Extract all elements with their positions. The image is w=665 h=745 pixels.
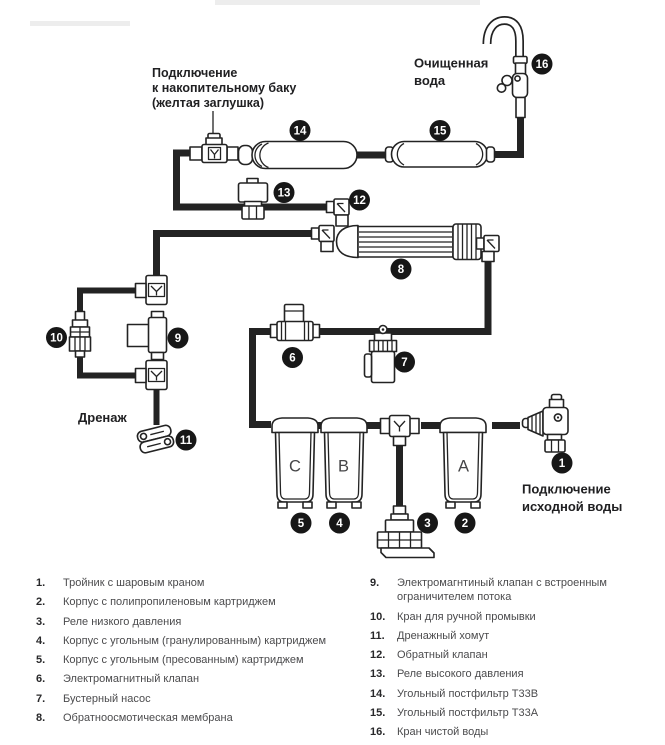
housing-a-letter: A — [457, 457, 470, 476]
legend-text: Электромагнитный клапан — [63, 673, 200, 686]
legend-num: 15. — [370, 707, 386, 720]
legend-num: 2. — [36, 596, 46, 609]
legend-num: 14. — [370, 687, 386, 700]
faucet-screw — [515, 76, 520, 81]
legend-num: 3. — [36, 615, 46, 628]
badge-4 — [329, 513, 350, 534]
legend-text: Угольный постфильтр Т33В — [397, 687, 539, 700]
legend-item-10 — [370, 610, 650, 624]
legend-text: Бустерный насос — [63, 692, 151, 705]
badge-9 — [168, 328, 189, 349]
svg-text:14: 14 — [293, 125, 307, 138]
badge-1 — [552, 453, 573, 474]
legend-num: 12. — [370, 649, 386, 662]
svg-text:16: 16 — [535, 59, 549, 71]
badge-5 — [291, 513, 312, 534]
faucet-handle-knob-2 — [497, 84, 505, 92]
legend-item-16 — [370, 725, 650, 739]
ro-membrane — [337, 224, 482, 260]
legend-item-11 — [370, 629, 650, 643]
legend-num: 4. — [36, 634, 46, 647]
postfilter-t33b — [239, 142, 358, 169]
legend-num: 13. — [370, 668, 386, 681]
housing-c-letter: C — [289, 457, 301, 476]
housing-b-letter: B — [337, 457, 350, 476]
solenoid-valve — [271, 305, 320, 341]
feed-water-label-line1: Подключение — [522, 481, 611, 497]
legend-text: Дренажный хомут — [397, 629, 490, 642]
manual-flush-valve — [70, 312, 91, 358]
badge-11 — [176, 430, 197, 451]
svg-text:5: 5 — [297, 518, 305, 530]
tube-bypass-bottom — [80, 352, 141, 376]
high-pressure-relay — [239, 179, 268, 220]
badge-3 — [417, 513, 438, 534]
feed-water-label-line2: исходной воды — [522, 499, 623, 514]
membrane-inlet-fitting — [312, 226, 335, 252]
legend-item-5 — [36, 653, 370, 667]
postfilter-t33a — [386, 142, 495, 168]
svg-text:4: 4 — [336, 518, 343, 530]
faucet-upper-pipe — [516, 63, 526, 74]
legend-item-8 — [36, 711, 370, 725]
legend-item-2 — [36, 595, 370, 609]
badge-15 — [430, 120, 451, 141]
legend-item-4 — [36, 634, 370, 648]
legend-text: Обратноосмотическая мембрана — [63, 712, 233, 725]
svg-text:13: 13 — [277, 187, 291, 200]
legend-item-3 — [36, 615, 370, 629]
drain-label: Дренаж — [78, 410, 127, 425]
faucet-lower-pipe — [516, 98, 525, 118]
legend-item-13 — [370, 667, 650, 681]
tank-connection-label-line1: Подключение — [152, 66, 238, 80]
legend-num: 8. — [36, 712, 46, 725]
legend-text: Корпус с угольным (пресованным) картриджем — [63, 654, 304, 667]
badge-16 — [532, 54, 553, 75]
legend-column-right — [370, 576, 650, 745]
badge-2 — [455, 513, 476, 534]
badge-14 — [290, 120, 311, 141]
svg-text:1: 1 — [558, 458, 566, 470]
check-valve — [327, 199, 350, 226]
svg-text:15: 15 — [433, 125, 447, 138]
legend-text: Тройник с шаровым краном — [63, 577, 205, 589]
svg-text:8: 8 — [397, 264, 405, 276]
legend-item-12 — [370, 648, 650, 662]
legend-num: 5. — [36, 654, 46, 667]
badge-12 — [349, 190, 370, 211]
badge-7 — [394, 352, 415, 373]
legend-text: Угольный постфильтр Т33А — [397, 707, 539, 720]
svg-text:2: 2 — [461, 518, 469, 530]
legend-text: Реле высокого давления — [397, 668, 524, 681]
solenoid-9-coil — [128, 325, 150, 347]
feed-adapter — [523, 395, 569, 453]
legend-text: Кран для ручной промывки — [397, 610, 536, 623]
legend-num: 10. — [370, 610, 386, 623]
solenoid-9-body — [149, 318, 167, 353]
legend-item-15 — [370, 706, 650, 720]
legend-num: 9. — [370, 577, 380, 589]
legend-column-left — [36, 576, 370, 745]
housing-c — [272, 418, 318, 508]
tube-membrane-to-flush-valve — [157, 234, 314, 278]
badge-8 — [391, 259, 412, 280]
legend-text: Обратный клапан — [397, 649, 488, 662]
faint-smudge-artifact — [30, 21, 130, 26]
svg-text:3: 3 — [424, 518, 431, 530]
svg-text:12: 12 — [353, 195, 366, 207]
legend-text: Реле низкого давления — [63, 615, 182, 628]
legend-item-6 — [36, 672, 370, 686]
tank-connection-label-line3: (желтая заглушка) — [152, 96, 265, 110]
drain-clamp — [136, 424, 174, 454]
clean-water-faucet — [487, 21, 528, 118]
legend-num: 1. — [36, 577, 46, 589]
legend-num: 11. — [370, 629, 385, 642]
svg-text:11: 11 — [179, 435, 193, 447]
clean-water-label-line2: вода — [414, 73, 446, 88]
feed-tee — [381, 416, 420, 446]
svg-text:9: 9 — [174, 333, 182, 345]
tank-tee-fitting — [190, 134, 238, 163]
housing-a — [440, 418, 486, 508]
legend-text: Корпус с полипропиленовым картриджем — [63, 596, 276, 609]
clean-water-label-line1: Очищенная — [414, 55, 489, 71]
badge-13 — [274, 182, 295, 203]
legend-text: Корпус с угольным (гранулированным) картриджем — [63, 634, 327, 647]
badge-6 — [282, 347, 303, 368]
legend — [36, 576, 656, 745]
svg-text:7: 7 — [401, 357, 408, 369]
legend-item-7 — [36, 692, 370, 706]
legend-item-1 — [36, 576, 370, 590]
housing-b — [321, 418, 367, 508]
badge-10 — [46, 327, 67, 348]
tube-bypass-top — [80, 291, 141, 314]
svg-text:6: 6 — [289, 352, 296, 365]
legend-item-9 — [370, 576, 650, 605]
legend-num: 6. — [36, 673, 46, 686]
legend-text: Кран чистой воды — [397, 726, 489, 739]
cropped-header-artifact — [215, 0, 480, 5]
tank-connection-label-line2: к накопительному баку — [152, 81, 297, 95]
legend-num: 16. — [370, 726, 386, 739]
legend-text: Электромагнтиный клапан с встроенным ограничителем потока — [397, 577, 607, 604]
legend-item-14 — [370, 687, 650, 701]
svg-text:10: 10 — [50, 332, 63, 345]
legend-num: 7. — [36, 692, 46, 705]
